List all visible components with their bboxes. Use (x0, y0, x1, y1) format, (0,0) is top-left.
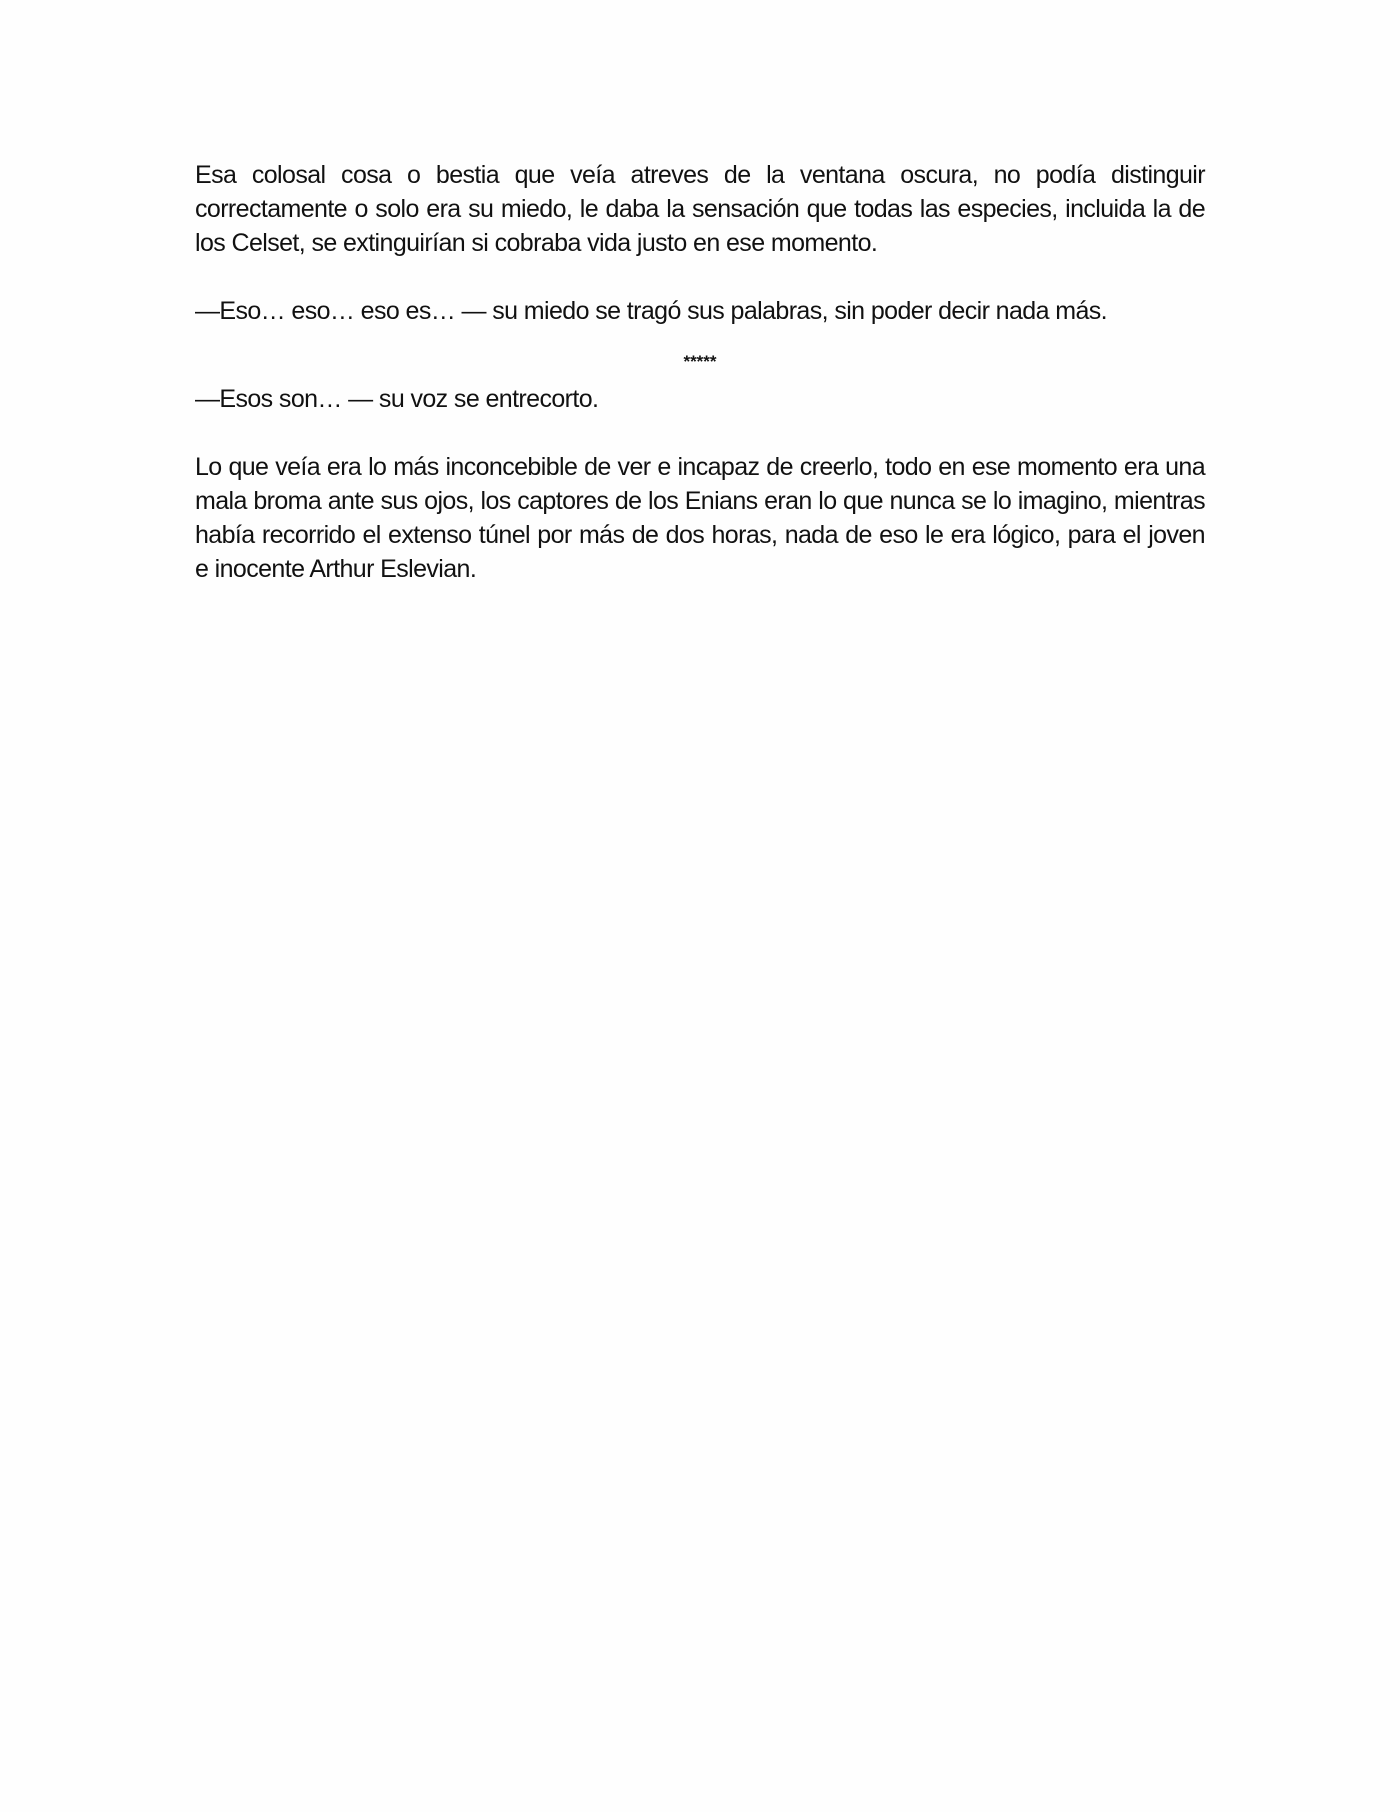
paragraph-inconcebible: Lo que veía era lo más inconcebible de ver e incapaz de creerlo, todo en ese momento era una mala broma ante sus ojos, los captores de los Enians eran lo que nunca se lo imagino, mientras había recorrido el extenso túnel por más de dos horas, nada de eso le era lógico, para el joven e inocente Arthur Eslevian. (195, 453, 1205, 583)
scene-separator: ***** (683, 352, 717, 371)
dialogue-esos-son: —Esos son… — su voz se entrecorto. (195, 385, 599, 413)
paragraph-bestia: Esa colosal cosa o bestia que veía atreves de la ventana oscura, no podía distinguir correctamente o solo era su miedo, le daba la sensación que todas las especies, incluida la de los Celset, se extinguirían si cobraba vida justo en ese momento. (195, 161, 1205, 257)
document-body (195, 158, 1205, 586)
dialogue-eso-es: —Eso… eso… eso es… — su miedo se tragó sus palabras, sin poder decir nada más. (195, 297, 1107, 325)
